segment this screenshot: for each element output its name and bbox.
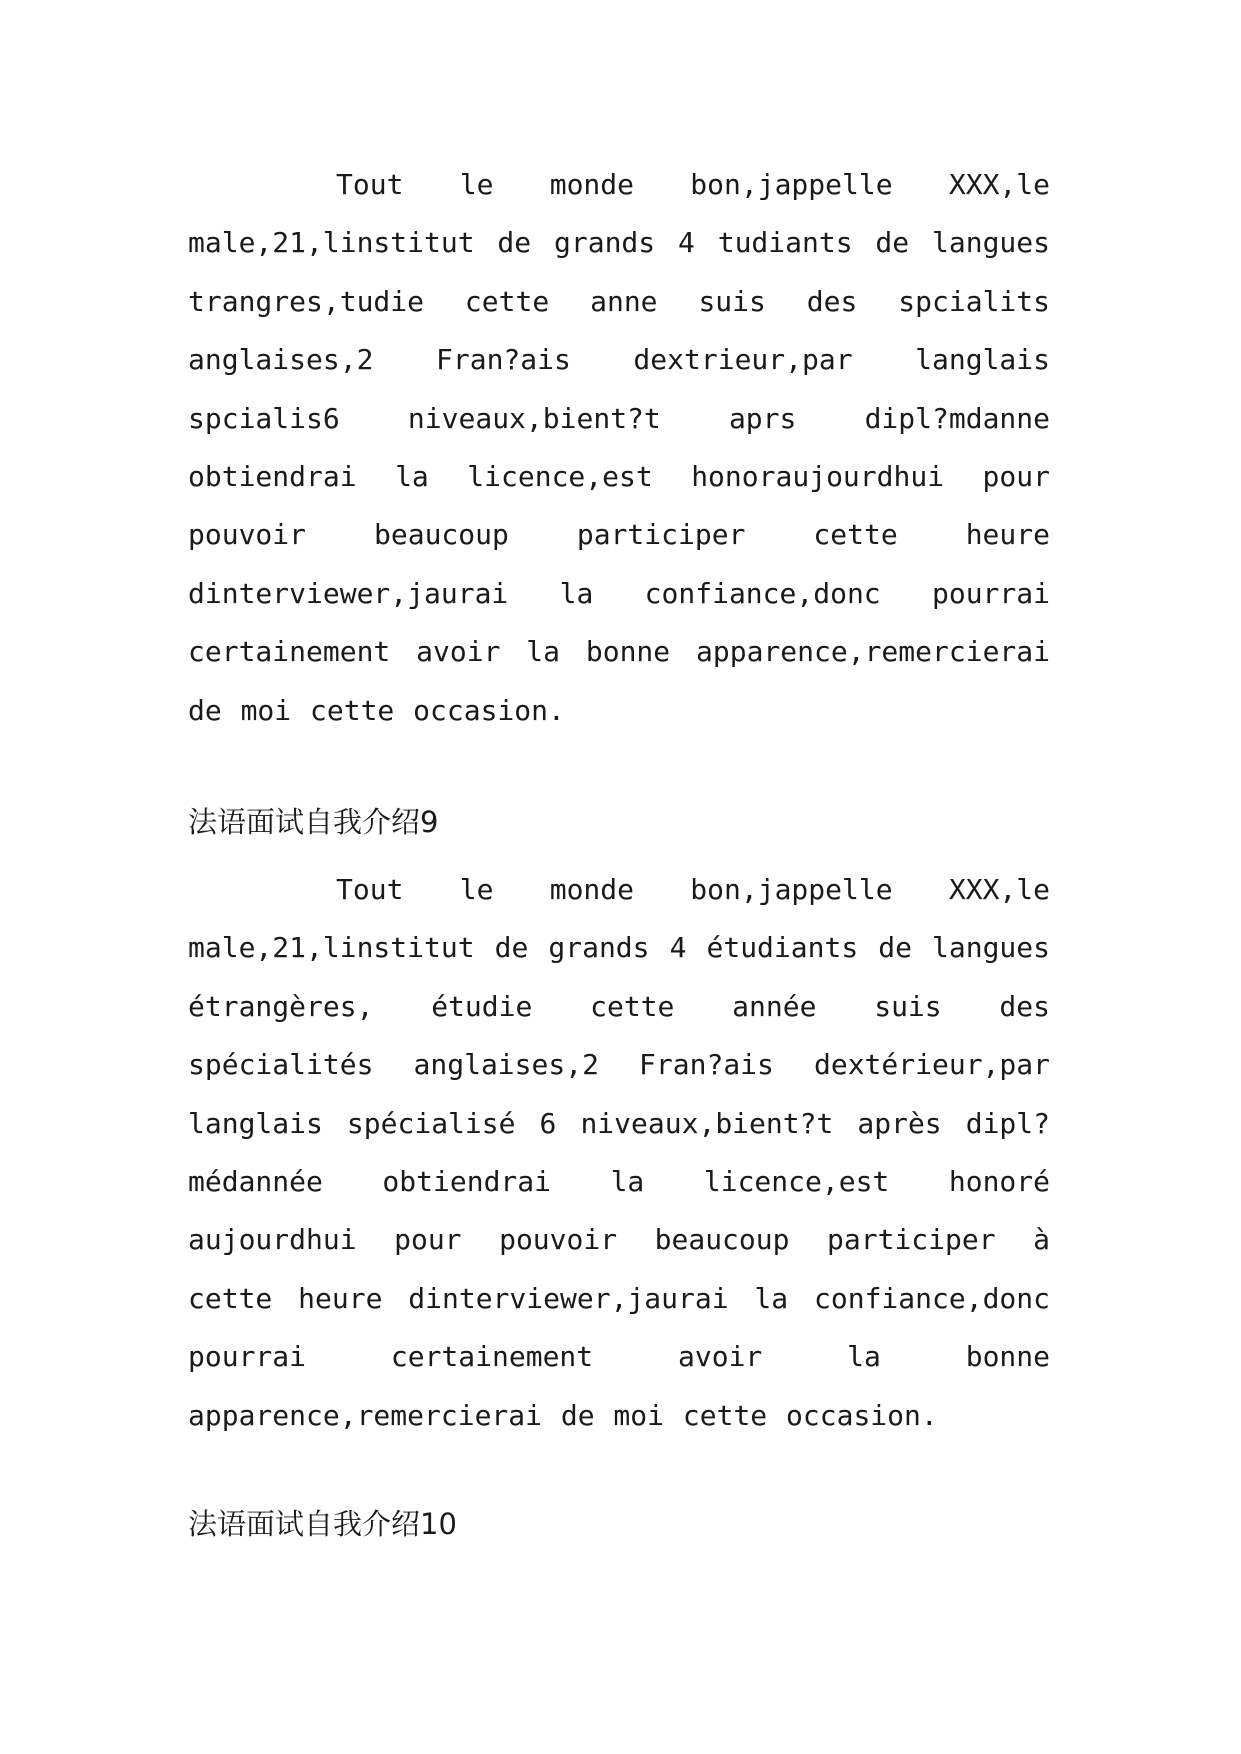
section-10-heading: 法语面试自我介绍10 (188, 1507, 457, 1541)
section-9-heading: 法语面试自我介绍9 (188, 805, 439, 839)
paragraph-2: Tout le monde bon,jappelle XXX,le male,21,linstitut de grands 4 étudiants de langues étrangères, étudie cette année suis des spécialités anglaises,2 Fran?ais dextérieur,par langlais spécialisé 6 niveaux,bient?t après dipl?médannée obtiendrai la licence,est honoré aujourdhui pour pouvoir beaucoup participer à cette heure dinterviewer,jaurai la confiance,donc pourrai certainement avoir la bonne apparence,remercierai de moi cette occasion. (188, 873, 1050, 1432)
paragraph-1: Tout le monde bon,jappelle XXX,le male,21,linstitut de grands 4 tudiants de langues trangres,tudie cette anne suis des spcialits anglaises,2 Fran?ais dextrieur,par langlais spcialis6 niveaux,bient?t aprs dipl?mdanne obtiendrai la licence,est honoraujourdhui pour pouvoir beaucoup participer cette heure dinterviewer,jaurai la confiance,donc pourrai certainement avoir la bonne apparence,remercierai de moi cette occasion. (188, 168, 1050, 727)
section-8-body (188, 156, 1050, 740)
section-9-body (188, 861, 1050, 1445)
